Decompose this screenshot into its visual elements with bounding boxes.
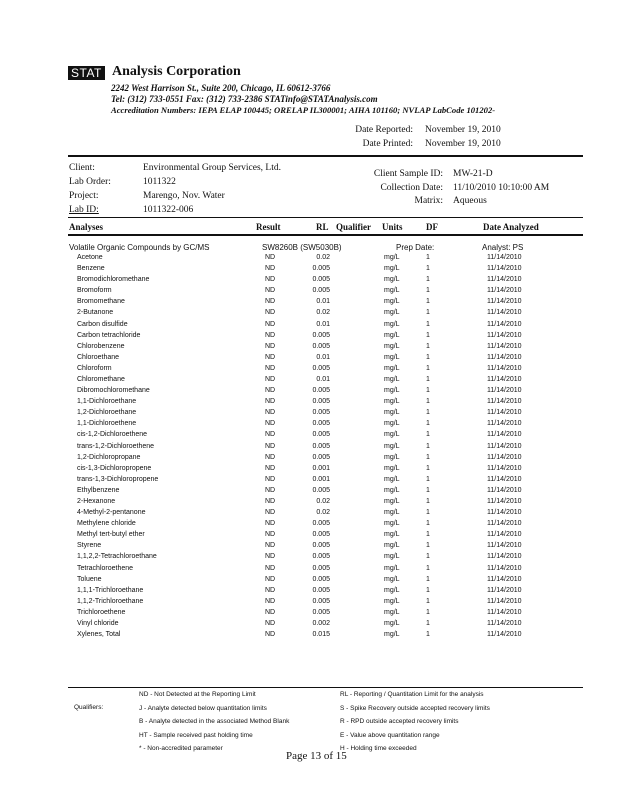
units: mg/L <box>384 387 400 395</box>
date-analyzed: 11/14/2010 <box>487 309 522 317</box>
rl: 0.005 <box>312 287 330 295</box>
project-label: Project: <box>69 191 99 201</box>
qualifier-definition: HT - Sample received past holding time <box>139 731 253 739</box>
date-analyzed: 11/14/2010 <box>487 553 522 561</box>
result: ND <box>265 420 276 428</box>
rl: 0.02 <box>316 509 330 517</box>
rl: 0.005 <box>312 531 330 539</box>
table-row <box>0 276 639 287</box>
table-row <box>0 553 639 564</box>
units: mg/L <box>384 453 400 461</box>
rl: 0.005 <box>312 486 330 494</box>
df: 1 <box>426 486 430 494</box>
date-analyzed: 11/14/2010 <box>487 475 522 483</box>
units: mg/L <box>384 331 400 339</box>
rl: 0.005 <box>312 608 330 616</box>
analyte-name: Chloroethane <box>77 353 120 361</box>
result: ND <box>265 619 276 627</box>
units: mg/L <box>384 364 400 372</box>
df: 1 <box>426 475 430 483</box>
rl: 0.005 <box>312 553 330 561</box>
result: ND <box>265 387 276 395</box>
analyte-name: Ethylbenzene <box>77 486 120 494</box>
units: mg/L <box>384 298 400 306</box>
date-analyzed: 11/14/2010 <box>487 442 522 450</box>
divider <box>68 155 583 157</box>
units: mg/L <box>384 597 400 605</box>
date-analyzed: 11/14/2010 <box>487 520 522 528</box>
date-analyzed: 11/14/2010 <box>487 276 522 284</box>
analyte-name: Methyl tert-butyl ether <box>77 531 145 539</box>
result: ND <box>265 542 276 550</box>
df: 1 <box>426 597 430 605</box>
date-analyzed: 11/14/2010 <box>487 509 522 517</box>
table-row <box>0 609 639 620</box>
analyte-name: trans-1,3-Dichloropropene <box>77 475 159 483</box>
df: 1 <box>426 420 430 428</box>
units: mg/L <box>384 553 400 561</box>
date-analyzed: 11/14/2010 <box>487 597 522 605</box>
result: ND <box>265 509 276 517</box>
date-analyzed: 11/14/2010 <box>487 420 522 428</box>
df: 1 <box>426 409 430 417</box>
qualifier-definition: ND - Not Detected at the Reporting Limit <box>139 691 256 698</box>
rl: 0.005 <box>312 520 330 528</box>
df: 1 <box>426 276 430 284</box>
table-row <box>0 443 639 454</box>
df: 1 <box>426 331 430 339</box>
qualifier-definition: J - Analyte detected below quantitation limits <box>139 704 267 712</box>
date-printed-label: Date Printed: <box>362 139 413 149</box>
rl: 0.005 <box>312 331 330 339</box>
rl: 0.02 <box>316 254 330 261</box>
analyte-name: 1,1-Dichloroethene <box>77 420 137 428</box>
result: ND <box>265 431 276 439</box>
date-analyzed: 11/14/2010 <box>487 619 522 627</box>
client-sample-id-value: MW-21-D <box>453 169 493 179</box>
table-row <box>0 509 639 520</box>
analyte-name: 1,1,2,2-Tetrachloroethane <box>77 553 157 561</box>
units: mg/L <box>384 619 400 627</box>
result: ND <box>265 453 276 461</box>
rl: 0.005 <box>312 342 330 350</box>
qualifier-definition: H - Holding time exceeded <box>340 745 417 752</box>
date-reported-label: Date Reported: <box>355 125 413 135</box>
df: 1 <box>426 309 430 317</box>
result: ND <box>265 464 276 472</box>
date-analyzed: 11/14/2010 <box>487 542 522 550</box>
company-name: Analysis Corporation <box>112 64 241 79</box>
date-analyzed: 11/14/2010 <box>487 320 522 328</box>
df: 1 <box>426 520 430 528</box>
table-row <box>0 576 639 587</box>
date-analyzed: 11/14/2010 <box>487 431 522 439</box>
units: mg/L <box>384 542 400 550</box>
qualifier-definition: R - RPD outside accepted recovery limits <box>340 718 459 725</box>
divider <box>68 687 583 688</box>
analyte-name: cis-1,2-Dichloroethene <box>77 431 148 439</box>
df: 1 <box>426 619 430 627</box>
result: ND <box>265 442 276 450</box>
rl: 0.02 <box>316 309 330 317</box>
date-analyzed: 11/14/2010 <box>487 287 522 295</box>
units: mg/L <box>384 254 400 261</box>
units: mg/L <box>384 265 400 273</box>
result: ND <box>265 409 276 417</box>
units: mg/L <box>384 520 400 528</box>
rl: 0.001 <box>312 464 330 472</box>
rl: 0.005 <box>312 265 330 273</box>
date-analyzed: 11/14/2010 <box>487 453 522 461</box>
df: 1 <box>426 287 430 295</box>
section-analyst: Analyst: PS <box>482 243 524 252</box>
df: 1 <box>426 497 430 505</box>
table-row <box>0 420 639 431</box>
client-value: Environmental Group Services, Ltd. <box>143 163 281 173</box>
analyte-name: trans-1,2-Dichloroethene <box>77 442 155 450</box>
date-analyzed: 11/14/2010 <box>487 398 522 406</box>
col-analyses: Analyses <box>69 222 104 232</box>
table-row <box>0 454 639 465</box>
rl: 0.001 <box>312 475 330 483</box>
table-row <box>0 398 639 409</box>
table-row <box>0 465 639 476</box>
date-analyzed: 11/14/2010 <box>487 631 522 639</box>
units: mg/L <box>384 464 400 472</box>
table-row <box>0 476 639 487</box>
units: mg/L <box>384 575 400 583</box>
rl: 0.005 <box>312 387 330 395</box>
analyte-name: cis-1,3-Dichloropropene <box>77 464 152 472</box>
rl: 0.005 <box>312 586 330 594</box>
result: ND <box>265 486 276 494</box>
df: 1 <box>426 298 430 306</box>
units: mg/L <box>384 276 400 284</box>
analyte-name: 2-Hexanone <box>77 497 116 505</box>
units: mg/L <box>384 409 400 417</box>
page-number: Page 13 of 15 <box>286 750 347 762</box>
df: 1 <box>426 364 430 372</box>
result: ND <box>265 254 276 261</box>
client-label: Client: <box>69 163 95 173</box>
table-row <box>0 343 639 354</box>
result: ND <box>265 497 276 505</box>
analyte-name: 2-Butanone <box>77 309 114 317</box>
result: ND <box>265 531 276 539</box>
analyte-name: 1,1-Dichloroethane <box>77 398 137 406</box>
units: mg/L <box>384 564 400 572</box>
qualifiers-label: Qualifiers: <box>74 704 104 711</box>
table-row <box>0 298 639 309</box>
df: 1 <box>426 553 430 561</box>
rl: 0.02 <box>316 497 330 505</box>
result: ND <box>265 276 276 284</box>
df: 1 <box>426 586 430 594</box>
rl: 0.005 <box>312 442 330 450</box>
divider <box>68 217 583 218</box>
analyte-name: Styrene <box>77 542 102 550</box>
date-analyzed: 11/14/2010 <box>487 331 522 339</box>
date-analyzed: 11/14/2010 <box>487 298 522 306</box>
units: mg/L <box>384 287 400 295</box>
result: ND <box>265 375 276 383</box>
units: mg/L <box>384 486 400 494</box>
date-analyzed: 11/14/2010 <box>487 375 522 383</box>
rl: 0.005 <box>312 420 330 428</box>
table-row <box>0 620 639 631</box>
units: mg/L <box>384 509 400 517</box>
result: ND <box>265 553 276 561</box>
units: mg/L <box>384 420 400 428</box>
result: ND <box>265 309 276 317</box>
df: 1 <box>426 575 430 583</box>
matrix-label: Matrix: <box>414 196 443 206</box>
result: ND <box>265 520 276 528</box>
table-row <box>0 321 639 332</box>
rl: 0.005 <box>312 409 330 417</box>
table-row <box>0 354 639 365</box>
result: ND <box>265 631 276 639</box>
analyte-name: Bromodichloromethane <box>77 276 150 284</box>
date-analyzed: 11/14/2010 <box>487 254 522 261</box>
units: mg/L <box>384 342 400 350</box>
df: 1 <box>426 431 430 439</box>
rl: 0.005 <box>312 398 330 406</box>
df: 1 <box>426 375 430 383</box>
table-row <box>0 332 639 343</box>
rl: 0.005 <box>312 597 330 605</box>
lab-id-value: 1011322-006 <box>143 205 194 215</box>
result: ND <box>265 364 276 372</box>
table-row <box>0 520 639 531</box>
section-method: SW8260B (SW5030B) <box>262 243 342 252</box>
table-row <box>0 542 639 553</box>
units: mg/L <box>384 431 400 439</box>
stat-logo: STAT <box>68 66 105 80</box>
analyte-name: Carbon disulfide <box>77 320 128 328</box>
units: mg/L <box>384 631 400 639</box>
date-analyzed: 11/14/2010 <box>487 353 522 361</box>
date-analyzed: 11/14/2010 <box>487 387 522 395</box>
col-date-analyzed: Date Analyzed <box>483 222 539 232</box>
table-row <box>0 409 639 420</box>
date-analyzed: 11/14/2010 <box>487 586 522 594</box>
qualifier-definition: S - Spike Recovery outside accepted recovery limits <box>340 704 490 712</box>
qualifier-definition: * - Non-accredited parameter <box>139 745 223 752</box>
lab-order-label: Lab Order: <box>69 177 111 187</box>
units: mg/L <box>384 375 400 383</box>
analyte-name: 1,2-Dichloropropane <box>77 453 141 461</box>
table-row <box>0 254 639 265</box>
units: mg/L <box>384 497 400 505</box>
analyte-name: Carbon tetrachloride <box>77 331 141 339</box>
analyte-name: Chloroform <box>77 364 112 372</box>
rl: 0.015 <box>312 631 330 639</box>
analyte-name: Acetone <box>77 254 103 261</box>
result: ND <box>265 475 276 483</box>
analyte-name: 4-Methyl-2-pentanone <box>77 509 146 517</box>
df: 1 <box>426 531 430 539</box>
analyte-name: 1,1,1-Trichloroethane <box>77 586 144 594</box>
units: mg/L <box>384 475 400 483</box>
result: ND <box>265 564 276 572</box>
table-row <box>0 376 639 387</box>
analyte-name: Vinyl chloride <box>77 619 119 627</box>
df: 1 <box>426 342 430 350</box>
col-qualifier: Qualifier <box>336 222 371 232</box>
matrix-value: Aqueous <box>453 196 487 206</box>
table-row <box>0 365 639 376</box>
table-row <box>0 287 639 298</box>
table-row <box>0 565 639 576</box>
rl: 0.01 <box>316 320 330 328</box>
units: mg/L <box>384 442 400 450</box>
rl: 0.01 <box>316 353 330 361</box>
col-units: Units <box>382 222 403 232</box>
divider <box>68 234 583 236</box>
analyte-name: 1,1,2-Trichloroethane <box>77 597 144 605</box>
analyte-name: Xylenes, Total <box>77 631 121 639</box>
analyte-name: Toluene <box>77 575 102 583</box>
result: ND <box>265 575 276 583</box>
date-analyzed: 11/14/2010 <box>487 464 522 472</box>
df: 1 <box>426 442 430 450</box>
result: ND <box>265 265 276 273</box>
table-row <box>0 631 639 642</box>
table-row <box>0 487 639 498</box>
collection-date-label: Collection Date: <box>380 183 443 193</box>
df: 1 <box>426 398 430 406</box>
table-row <box>0 531 639 542</box>
analyte-name: Trichloroethene <box>77 608 126 616</box>
rl: 0.01 <box>316 375 330 383</box>
rl: 0.005 <box>312 453 330 461</box>
df: 1 <box>426 254 430 261</box>
client-sample-id-label: Client Sample ID: <box>373 169 443 179</box>
table-row <box>0 387 639 398</box>
df: 1 <box>426 387 430 395</box>
col-df: DF <box>426 222 438 232</box>
result: ND <box>265 342 276 350</box>
df: 1 <box>426 353 430 361</box>
analyte-name: Chlorobenzene <box>77 342 125 350</box>
rl: 0.005 <box>312 276 330 284</box>
table-row <box>0 498 639 509</box>
units: mg/L <box>384 320 400 328</box>
date-analyzed: 11/14/2010 <box>487 265 522 273</box>
table-row <box>0 265 639 276</box>
section-title: Volatile Organic Compounds by GC/MS <box>69 243 210 252</box>
col-result: Result <box>256 222 281 232</box>
units: mg/L <box>384 586 400 594</box>
units: mg/L <box>384 398 400 406</box>
date-printed: November 19, 2010 <box>425 139 501 149</box>
units: mg/L <box>384 353 400 361</box>
date-analyzed: 11/14/2010 <box>487 531 522 539</box>
df: 1 <box>426 509 430 517</box>
analyte-name: Bromoform <box>77 287 112 295</box>
rl: 0.005 <box>312 564 330 572</box>
date-analyzed: 11/14/2010 <box>487 497 522 505</box>
rl: 0.002 <box>312 619 330 627</box>
df: 1 <box>426 464 430 472</box>
date-analyzed: 11/14/2010 <box>487 364 522 372</box>
units: mg/L <box>384 608 400 616</box>
result: ND <box>265 608 276 616</box>
rl: 0.005 <box>312 431 330 439</box>
analyte-name: 1,2-Dichloroethane <box>77 409 137 417</box>
df: 1 <box>426 320 430 328</box>
date-analyzed: 11/14/2010 <box>487 342 522 350</box>
rl: 0.01 <box>316 298 330 306</box>
units: mg/L <box>384 531 400 539</box>
result: ND <box>265 597 276 605</box>
company-contact: Tel: (312) 733-0551 Fax: (312) 733-2386 STATinfo@STATAnalysis.com <box>111 94 378 104</box>
table-row <box>0 309 639 320</box>
date-analyzed: 11/14/2010 <box>487 608 522 616</box>
analyte-name: Tetrachloroethene <box>77 564 134 572</box>
project-value: Marengo, Nov. Water <box>143 191 225 201</box>
date-analyzed: 11/14/2010 <box>487 409 522 417</box>
table-row <box>0 598 639 609</box>
result: ND <box>265 331 276 339</box>
result: ND <box>265 320 276 328</box>
result: ND <box>265 298 276 306</box>
units: mg/L <box>384 309 400 317</box>
df: 1 <box>426 265 430 273</box>
company-address: 2242 West Harrison St., Suite 200, Chicago, IL 60612-3766 <box>111 83 331 93</box>
df: 1 <box>426 608 430 616</box>
df: 1 <box>426 542 430 550</box>
qualifier-definition: RL - Reporting / Quantitation Limit for the analysis <box>340 691 484 698</box>
col-rl: RL <box>316 222 329 232</box>
rl: 0.005 <box>312 575 330 583</box>
analyte-name: Benzene <box>77 265 105 273</box>
result: ND <box>265 353 276 361</box>
rl: 0.005 <box>312 364 330 372</box>
date-analyzed: 11/14/2010 <box>487 486 522 494</box>
result: ND <box>265 287 276 295</box>
date-analyzed: 11/14/2010 <box>487 564 522 572</box>
date-analyzed: 11/14/2010 <box>487 575 522 583</box>
analyte-name: Methylene chloride <box>77 520 136 528</box>
section-prep-date: Prep Date: <box>396 243 435 252</box>
result: ND <box>265 398 276 406</box>
table-row <box>0 587 639 598</box>
rl: 0.005 <box>312 542 330 550</box>
lab-id-label: Lab ID: <box>69 205 99 215</box>
df: 1 <box>426 453 430 461</box>
df: 1 <box>426 564 430 572</box>
lab-order-value: 1011322 <box>143 177 176 187</box>
date-reported: November 19, 2010 <box>425 125 501 135</box>
accreditation: Accreditation Numbers: IEPA ELAP 100445; ORELAP IL300001; AIHA 101160; NVLAP LabCode 101202- <box>111 105 496 115</box>
analyte-name: Bromomethane <box>77 298 125 306</box>
table-row <box>0 431 639 442</box>
qualifier-definition: E - Value above quantitation range <box>340 731 440 739</box>
qualifier-definition: B - Analyte detected in the associated Method Blank <box>139 718 290 725</box>
df: 1 <box>426 631 430 639</box>
analyte-name: Chloromethane <box>77 375 125 383</box>
collection-date-value: 11/10/2010 10:10:00 AM <box>453 183 550 193</box>
result: ND <box>265 586 276 594</box>
analyte-name: Dibromochloromethane <box>77 387 150 395</box>
